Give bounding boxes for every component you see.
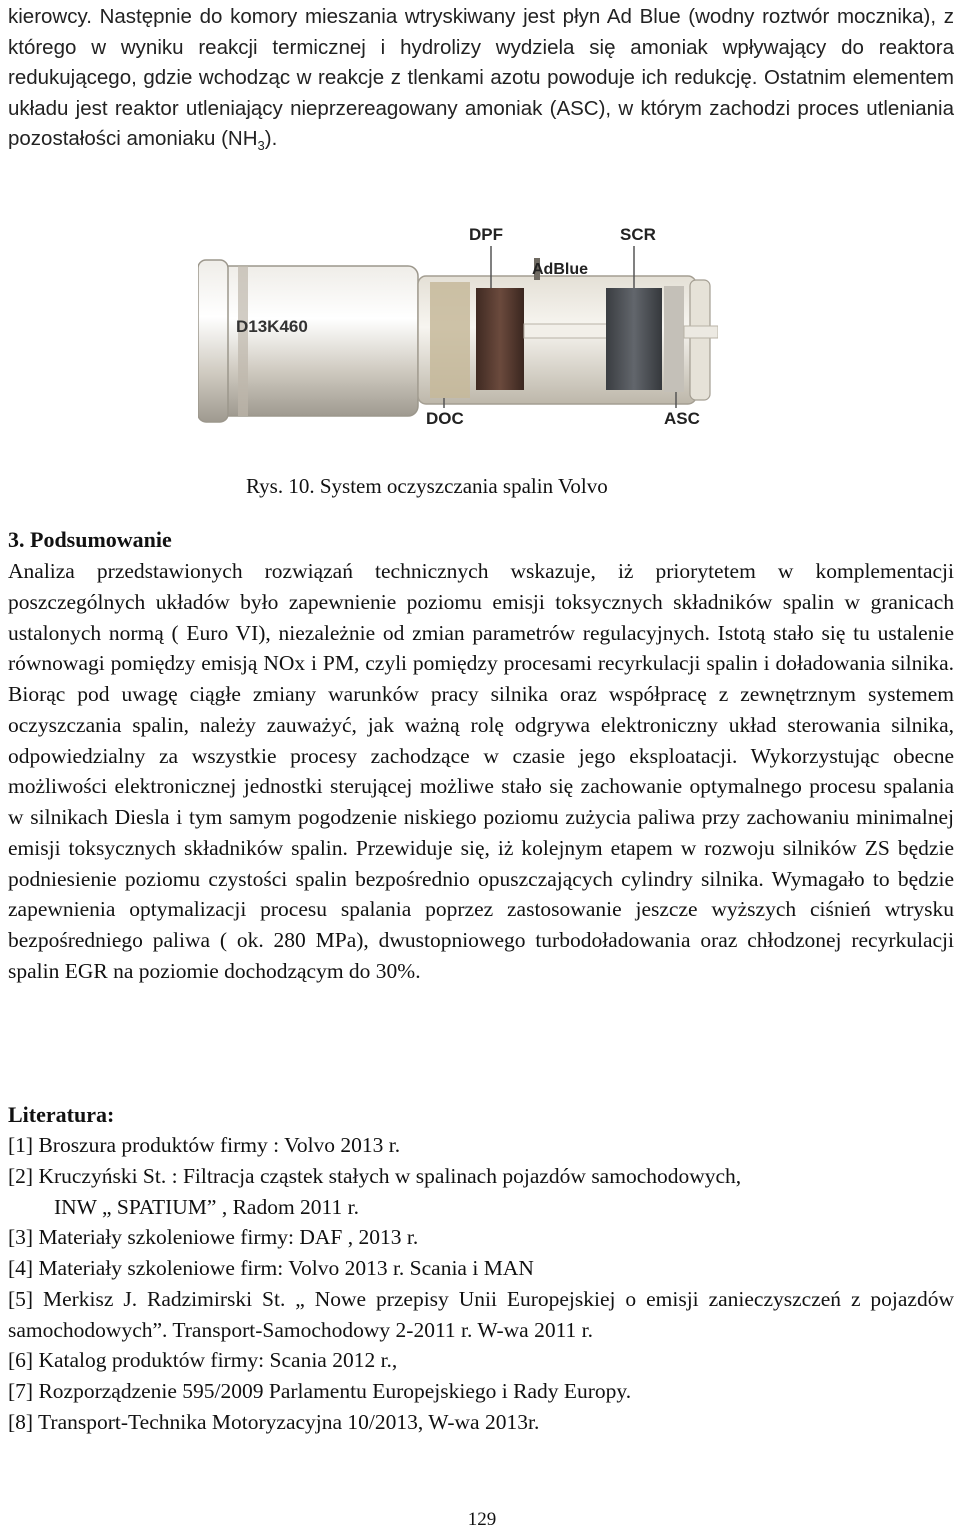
section-heading: 3. Podsumowanie bbox=[8, 527, 172, 552]
reference-item: [4] Materiały szkoleniowe firm: Volvo 2013 r. Scania i MAN bbox=[8, 1256, 534, 1280]
exhaust-system-figure bbox=[198, 216, 718, 438]
reference-item: [3] Materiały szkoleniowe firmy: DAF , 2013 r. bbox=[8, 1225, 419, 1250]
figure-caption: Rys. 10. System oczyszczania spalin Volvo bbox=[246, 474, 608, 498]
engine-cap bbox=[198, 260, 228, 422]
tube-end bbox=[690, 280, 710, 400]
intro-paragraph bbox=[8, 2, 954, 162]
mixing-pipe bbox=[524, 324, 620, 338]
label-engine: D13K460 bbox=[236, 317, 308, 336]
outlet-pipe bbox=[684, 326, 718, 338]
engine-ring bbox=[238, 266, 248, 416]
intro-text-end: ). bbox=[264, 127, 278, 150]
page-number: 129 bbox=[467, 1509, 497, 1530]
reference-item: [1] Broszura produktów firmy : Volvo 2013 r. bbox=[8, 1133, 401, 1157]
reference-item: [2] Kruczyński St. : Filtracja cząstek stałych w spalinach pojazdów samochodowych, INW „ SPATIUM” , Radom 2011 r. bbox=[8, 1163, 742, 1219]
reference-item: [7] Rozporządzenie 595/2009 Parlamentu Europejskiego i Rady Europy. bbox=[8, 1379, 632, 1403]
engine-housing bbox=[204, 266, 418, 416]
scr-block bbox=[606, 288, 662, 390]
label-doc: DOC bbox=[426, 409, 464, 428]
label-adblue: AdBlue bbox=[532, 261, 588, 278]
asc-block bbox=[664, 286, 684, 392]
reference-list bbox=[8, 1130, 954, 1438]
literature-heading: Literatura: bbox=[8, 1102, 115, 1127]
label-asc: ASC bbox=[664, 409, 700, 428]
reference-item: [8] Transport-Technika Motoryzacyjna 10/2013, W-wa 2013r. bbox=[8, 1409, 540, 1434]
summary-paragraph: Analiza przedstawionych rozwiązań technicznych wskazuje, iż priorytetem w komplementacji poszczególnych układów było zapewnienie poziomu emisji toksycznych składników spalin w granicach ustalonych normą ( Euro VI), niezależnie od zmian parametrów regulacyjnych. Istotą stało się tu ustalenie równowagi pomiędzy emisją NOx i PM, czyli pomiędzy procesami recyrkulacji spalin i doładowania silnika. Biorąc pod uwagę ciągłe zmiany warunków pracy silnika oraz współpracę z zewnętrznym systemem oczyszczania spalin, należy zauważyć, jak ważną rolę odgrywa elektroniczny układ sterowania silnika, odpowiedzialny za wszystkie procesy zachodzące w czasie jego eksploatacji. Wykorzystując obecne możliwości elektronicznej jednostki sterującej możliwe stało się zachowanie optymalnego procesu spalania w silnikach Diesla i tym samym pogodzenie niskiego poziomu zużycia paliwa przy zachowaniu minimalnej emisji toksycznych składników spalin. Przewiduje się, iż kolejnym etapem w rozwoju silników ZS będzie podniesienie poziomu czystości spalin bezpośrednio opuszczających cylindry silnika. Wymagało to będzie zapewnienia optymalizacji procesu spalania poprzez zastosowanie jeszcze wyższych ciśnień wtrysku bezpośredniego paliwa ( ok. 280 MPa), dwustopniowego turbodoładowania oraz chłodzonej recyrkulacji spalin EGR na poziomie dochodzącym do 30%. bbox=[8, 559, 954, 983]
reference-item: [6] Katalog produktów firmy: Scania 2012 r., bbox=[8, 1348, 398, 1373]
intro-subscript: 3 bbox=[257, 138, 265, 154]
doc-block bbox=[430, 282, 470, 398]
reference-item: [5] Merkisz J. Radzimirski St. „ Nowe przepisy Unii Europejskiej o emisji zanieczyszczeń z pojazdów samochodowych”. Transport-Samochodowy 2-2011 r. W-wa 2011 r. bbox=[8, 1286, 954, 1342]
dpf-block bbox=[476, 288, 524, 390]
label-scr: SCR bbox=[620, 225, 656, 244]
label-dpf: DPF bbox=[469, 225, 503, 244]
intro-text: kierowcy. Następnie do komory mieszania wtryskiwany jest płyn Ad Blue (wodny roztwór mocznika), z którego w wyniku reakcji termicznej i hydrolizy wydziela się amoniak wpływający do reaktora redukującego, gdzie wchodząc w reakcje z tlenkami azotu powoduje ich redukcję. Ostatnim elementem układu jest reaktor utleniający nieprzereagowany amoniak (ASC), w którym zachodzi proces utleniania pozostałości amoniaku (NH bbox=[8, 5, 954, 150]
